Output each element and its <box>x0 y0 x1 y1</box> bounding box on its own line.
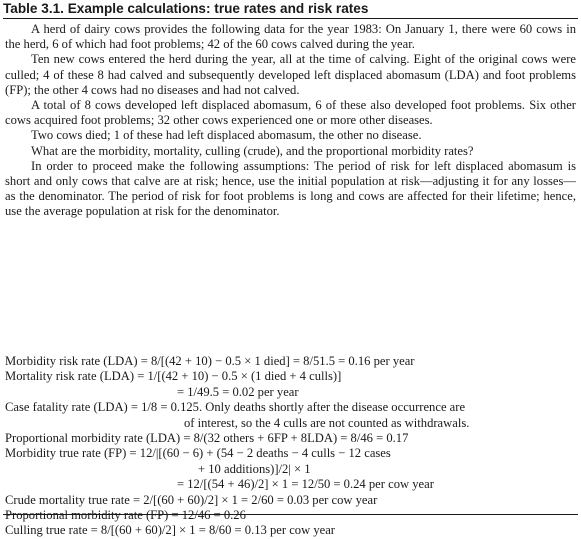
paragraph-new-cows: Ten new cows entered the herd during the year, all at the time of calving. Eight of the original cows were culled; 4 of these 8 had calved and subsequently developed left displaced abomasum (LDA) and foot problems (FP); the other 4 cows had no diseases and had not calved. <box>5 52 576 97</box>
calc-morbidity-true-fp-cont: + 10 additions)]/2| × 1 <box>198 461 311 476</box>
calc-culling-true: Culling true rate = 8/[(60 + 60)/2] × 1 = 8/60 = 0.13 per cow year <box>5 523 335 538</box>
calc-case-fatality-note: of interest, so the 4 culls are not counted as withdrawals. <box>184 415 470 430</box>
calc-mortality-risk-lda-result: = 1/49.5 = 0.02 per year <box>177 384 299 399</box>
problem-text <box>5 22 576 220</box>
calc-proportional-morbidity-fp: Proportional morbidity rate (FP) = 12/46 = 0.26 <box>5 507 246 522</box>
title-rule <box>3 18 578 19</box>
paragraph-question: What are the morbidity, mortality, culling (crude), and the proportional morbidity rates? <box>31 143 474 158</box>
calc-morbidity-true-fp-result: = 12/[(54 + 46)/2] × 1 = 12/50 = 0.24 per cow year <box>177 477 434 492</box>
calc-proportional-morbidity-lda: Proportional morbidity rate (LDA) = 8/(32 others + 6FP + 8LDA) = 8/46 = 0.17 <box>5 430 409 445</box>
calc-mortality-risk-lda: Mortality risk rate (LDA) = 1/[(42 + 10) − 0.5 × (1 died + 4 culls)] <box>5 369 342 384</box>
calc-morbidity-true-fp: Morbidity true rate (FP) = 12/|[(60 − 6) + (54 − 2 deaths − 4 culls − 12 cases <box>5 446 391 461</box>
table-title: Table 3.1. Example calculations: true rates and risk rates <box>3 1 369 16</box>
paragraph-assumptions: In order to proceed make the following assumptions: The period of risk for left displaced abomasum is short and only cows that calve are at risk; hence, use the initial population at risk—adjusting it for any losses—as the denominator. The period of risk for foot problems is long and cows are affected for their lifetime; hence, use the average population at risk for the denominator. <box>5 158 576 219</box>
calc-case-fatality-lda: Case fatality rate (LDA) = 1/8 = 0.125. Only deaths shortly after the disease occurrence are <box>5 400 466 415</box>
calc-morbidity-risk-lda: Morbidity risk rate (LDA) = 8/[(42 + 10) − 0.5 × 1 died] = 8/51.5 = 0.16 per year <box>5 354 415 368</box>
calculations-block <box>5 354 580 539</box>
bottom-rule <box>3 514 578 515</box>
paragraph-herd-data: A herd of dairy cows provides the following data for the year 1983: On January 1, there were 60 cows in the herd, 6 of which had foot problems; 42 of the 60 cows calved during the year. <box>5 22 576 52</box>
paragraph-deaths: Two cows died; 1 of these had left displaced abomasum, the other no disease. <box>31 128 422 143</box>
paragraph-disease-totals: A total of 8 cows developed left displaced abomasum, 6 of these also developed foot problems. Six other cows acquired foot problems; 32 other cows experienced one or more other diseases. <box>5 98 576 128</box>
calc-crude-mortality-true: Crude mortality true rate = 2/[(60 + 60)/2] × 1 = 2/60 = 0.03 per cow year <box>5 492 378 507</box>
